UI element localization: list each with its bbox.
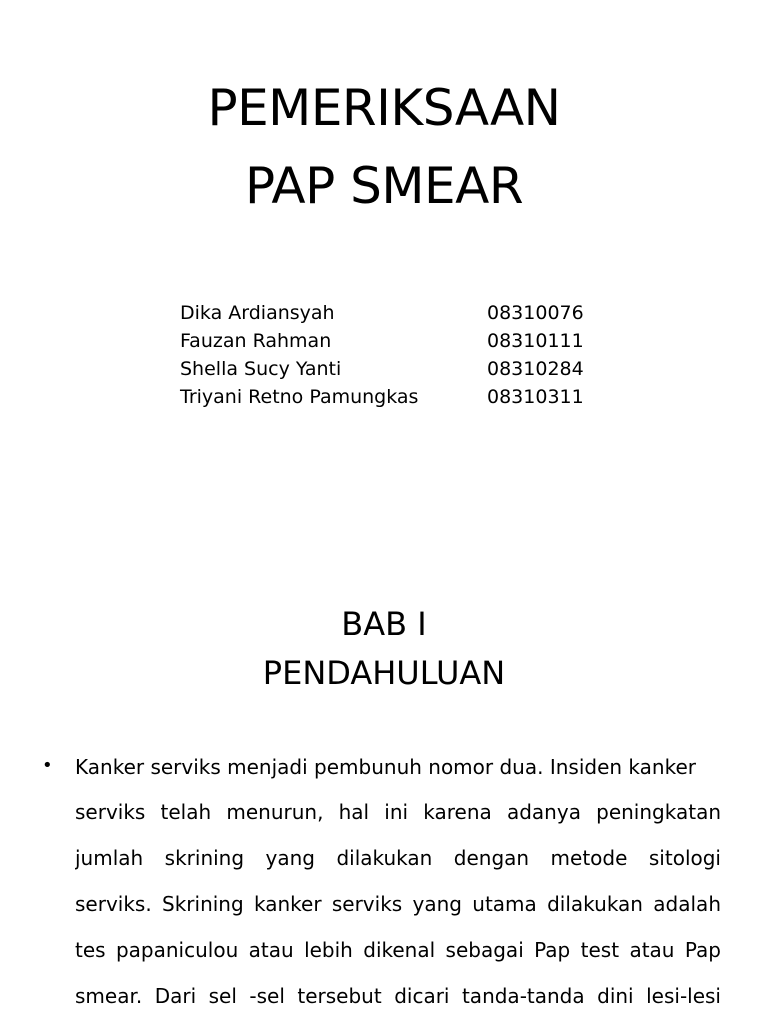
bullet-icon: • [42, 755, 53, 776]
bullet-text-line: smear. Dari sel -sel tersebut dicari tanda-tanda dini lesi-lesi [75, 984, 721, 1008]
author-name: Triyani Retno Pamungkas [180, 386, 419, 408]
author-row [180, 300, 600, 326]
author-id: 08310076 [487, 302, 584, 324]
bullet-text-line: serviks telah menurun, hal ini karena adanya peningkatan [75, 800, 721, 824]
bullet-text-line: serviks. Skrining kanker serviks yang utama dilakukan adalah [75, 892, 721, 916]
author-row [180, 384, 600, 410]
section-heading-line-1: BAB I [341, 605, 427, 643]
author-name: Shella Sucy Yanti [180, 358, 342, 380]
author-id: 08310284 [487, 358, 584, 380]
title-line-2: PAP SMEAR [244, 157, 524, 215]
author-id: 08310311 [487, 386, 584, 408]
author-row [180, 328, 600, 354]
title-line-1: PEMERIKSAAN [207, 79, 561, 137]
bullet-text-line: Kanker serviks menjadi pembunuh nomor dua. Insiden kanker [75, 755, 696, 779]
author-name: Dika Ardiansyah [180, 302, 335, 324]
author-name: Fauzan Rahman [180, 330, 332, 352]
section-heading-line-2: PENDAHULUAN [262, 654, 506, 692]
author-id: 08310111 [487, 330, 584, 352]
author-row [180, 356, 600, 382]
bullet-text-line: jumlah skrining yang dilakukan dengan metode sitologi [75, 846, 721, 870]
bullet-text-line: tes papaniculou atau lebih dikenal sebagai Pap test atau Pap [75, 938, 721, 962]
